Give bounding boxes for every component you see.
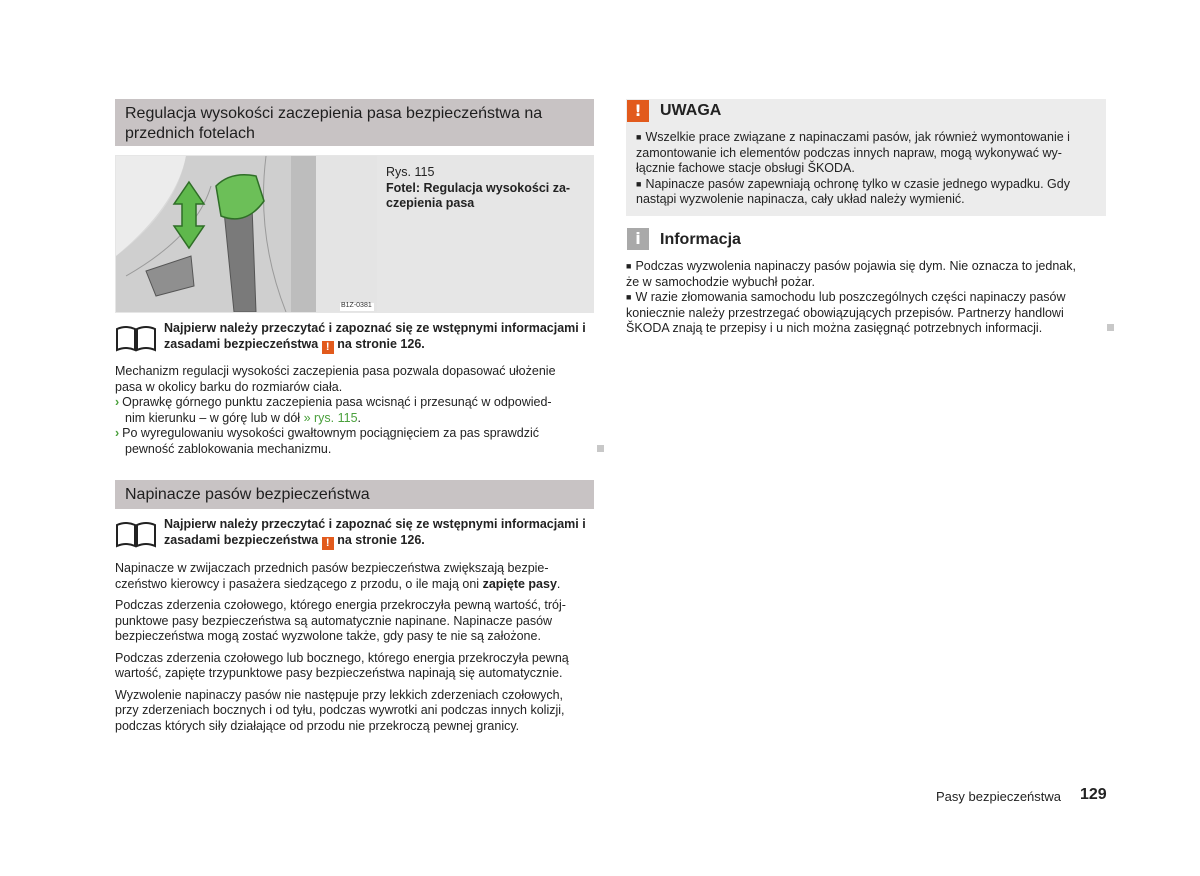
bullet-text: zamontowanie ich elementów podczas innych napraw, mogą wykonywać wy- [636, 145, 1062, 160]
step-text: Po wyregulowaniu wysokości gwałtownym pociągnięciem za pas sprawdzić [122, 426, 540, 440]
intro-line-2 [164, 533, 594, 550]
para-line: Podczas zderzenia czołowego, którego energia przekroczyła pewną wartość, trój- [115, 598, 566, 612]
step-1 [115, 395, 595, 411]
info-body [626, 259, 1102, 337]
step-2 [115, 426, 595, 442]
section-heading-text: Napinacze pasów bezpieczeństwa [125, 486, 370, 503]
intro-text: zasadami bezpieczeństwa [164, 336, 319, 351]
book-icon [115, 324, 157, 352]
info-bullet-2 [626, 290, 1102, 306]
figure-caption [386, 165, 586, 212]
bullet-icon: ■ [636, 132, 642, 142]
intro-page-ref: na stronie 126. [337, 532, 425, 547]
intro-page-ref: na stronie 126. [337, 336, 425, 351]
figure-caption-line-1: Fotel: Regulacja wysokości za- [386, 180, 571, 195]
step-1-cont [115, 411, 595, 427]
section-heading-line-1: Regulacja wysokości zaczepienia pasa bezpieczeństwa na [125, 105, 543, 122]
bullet-text: W razie złomowania samochodu lub poszczególnych części napinaczy pasów [635, 290, 1066, 304]
info-title: Informacja [660, 231, 741, 248]
section-2-body [115, 561, 595, 734]
section-end-marker [1107, 324, 1114, 331]
section-end-marker [597, 445, 604, 452]
bullet-text: Napinacze pasów zapewniają ochronę tylko w czasie jednego wypadku. Gdy [645, 176, 1070, 191]
para-text: czeństwo kierowcy i pasażera siedzącego z przodu, o ile mają oni [115, 576, 480, 591]
para-line: Wyzwolenie napinaczy pasów nie następuje przy lekkich zderzeniach czołowych, [115, 687, 564, 702]
para-line: Podczas zderzenia czołowego lub bocznego, którego energia przekroczyła pewną [115, 650, 569, 665]
step-text: pewność zablokowania mechanizmu. [125, 441, 332, 456]
para-line: wartość, zapięte trzypunktowe pasy bezpieczeństwa napinają się automatycznie. [115, 666, 563, 680]
intro-note-section-2 [164, 517, 594, 550]
info-box [626, 227, 1106, 339]
bullet-text: Podczas wyzwolenia napinaczy pasów pojawia się dym. Nie oznacza to jednak, [635, 259, 1076, 273]
paragraph-1 [115, 561, 595, 592]
warning-box [626, 99, 1106, 216]
step-arrow-icon: › [115, 395, 120, 409]
para-text: . [556, 576, 561, 591]
section-heading-pretensioners [115, 480, 594, 509]
warning-symbol-icon: ! [322, 537, 334, 550]
figure-number: Rys. 115 [386, 165, 435, 179]
para-line: przy zderzeniach bocznych i od tyłu, podczas wywrotki ani podczas innych kolizji, [115, 703, 565, 717]
warning-symbol-icon: ! [322, 341, 334, 354]
info-bullet-1 [626, 259, 1102, 275]
para-line [115, 577, 595, 593]
section-heading-line-2: przednich fotelach [125, 125, 255, 142]
intro-text: zasadami bezpieczeństwa [164, 532, 319, 547]
step-text: Oprawkę górnego punktu zaczepienia pasa wcisnąć i przesunąć w odpowied- [122, 395, 552, 409]
intro-line-1: Najpierw należy przeczytać i zapoznać się ze wstępnymi informacjami i [164, 517, 586, 531]
bullet-text: koniecznie należy przestrzegać obowiązujących przepisów. Partnerzy handlowi [626, 305, 1064, 320]
figure-seatbelt-illustration [116, 156, 377, 312]
figure-image-code: B1Z-0381 [341, 302, 372, 309]
intro-line-2 [164, 337, 594, 354]
paragraph-2 [115, 598, 595, 645]
bullet-text: że w samochodzie wybuchł pożar. [626, 274, 815, 289]
bullet-text: łącznie fachowe stacje obsługi ŠKODA. [636, 161, 855, 175]
bullet-text: Wszelkie prace związane z napinaczami pasów, jak również wymontowanie i [645, 130, 1070, 144]
section-1-body [115, 364, 595, 457]
info-icon: i [627, 228, 649, 250]
warning-bullet-2 [636, 177, 1102, 193]
para-line: Napinacze w zwijaczach przednich pasów bezpieczeństwa zwiększają bezpie- [115, 561, 549, 575]
step-arrow-icon: › [115, 426, 120, 440]
warning-icon: ! [627, 100, 649, 122]
para-line: punktowe pasy bezpieczeństwa są automatycznie napinane. Napinacze pasów [115, 613, 553, 628]
step-text: . [357, 410, 362, 425]
warning-title: UWAGA [660, 102, 722, 119]
paragraph-3 [115, 651, 595, 682]
warning-body [636, 130, 1102, 208]
bullet-text: nastąpi wyzwolenie napinacza, cały układ należy wymienić. [636, 192, 965, 206]
book-icon [115, 520, 157, 548]
step-text: nim kierunku – w górę lub w dół [125, 410, 301, 425]
para-bold-text: zapięte pasy [482, 576, 557, 591]
bullet-icon: ■ [626, 292, 632, 302]
page-number: 129 [1080, 786, 1107, 803]
para-line: Mechanizm regulacji wysokości zaczepienia pasa pozwala dopasować ułożenie [115, 364, 556, 378]
running-footer-chapter: Pasy bezpieczeństwa [936, 789, 1062, 804]
bullet-icon: ■ [626, 261, 632, 271]
bullet-icon: ■ [636, 178, 642, 189]
step-2-cont [115, 442, 595, 458]
para-line: podczas których siły działające od przodu nie przekroczą pewnej granicy. [115, 718, 520, 733]
intro-line-1: Najpierw należy przeczytać i zapoznać się ze wstępnymi informacjami i [164, 321, 586, 335]
section-heading-belt-height [115, 99, 594, 146]
paragraph-4 [115, 688, 595, 735]
bullet-text: ŠKODA znają te przepisy i u nich można zasięgnąć potrzebnych informacji. [626, 321, 1043, 335]
figure-reference-link[interactable]: » rys. 115 [303, 410, 358, 425]
para-line: pasa w okolicy barku do rozmiarów ciała. [115, 379, 343, 394]
figure-caption-line-2: czepienia pasa [386, 196, 475, 210]
para-line: bezpieczeństwa mogą zostać wyzwolone także, gdy pasy te nie są założone. [115, 629, 541, 643]
warning-bullet-1 [636, 130, 1102, 146]
intro-note-section-1 [164, 321, 594, 354]
figure-box [115, 155, 594, 313]
